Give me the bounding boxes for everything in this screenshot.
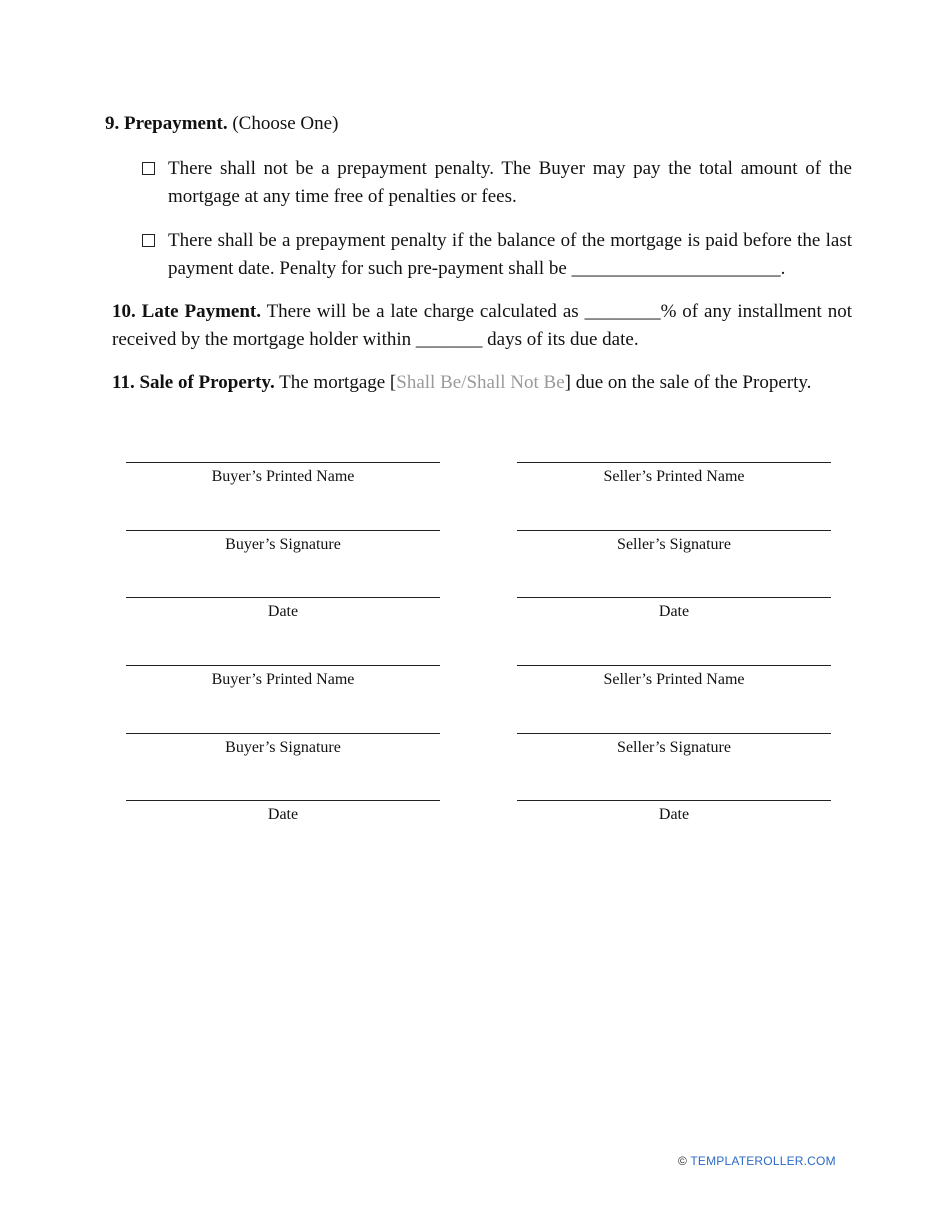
signature-line	[517, 800, 831, 801]
section-10-title: 10. Late Payment.	[112, 301, 262, 322]
buyer-printed-name-field-2[interactable]	[126, 665, 440, 690]
section-11-title: 11. Sale of Property.	[112, 372, 275, 393]
section-11-placeholder[interactable]: Shall Be/Shall Not Be	[396, 372, 565, 393]
section-10-late-payment	[112, 298, 852, 354]
signature-line	[126, 597, 440, 598]
field-label: Date	[658, 603, 690, 620]
signature-line	[126, 462, 440, 463]
seller-date-field-1[interactable]	[517, 597, 831, 622]
section-9-subtitle: (Choose One)	[232, 113, 339, 134]
field-label: Seller’s Printed Name	[603, 671, 745, 688]
templateroller-link[interactable]: TEMPLATEROLLER.COM	[690, 1154, 836, 1168]
signature-line	[517, 665, 831, 666]
signature-line	[126, 800, 440, 801]
seller-signature-field-1[interactable]	[517, 530, 831, 555]
checkbox[interactable]	[142, 234, 155, 247]
buyer-date-field-1[interactable]	[126, 597, 440, 622]
buyer-date-field-2[interactable]	[126, 800, 440, 825]
prepayment-option-penalty	[142, 227, 852, 283]
seller-printed-name-field-2[interactable]	[517, 665, 831, 690]
seller-date-field-2[interactable]	[517, 800, 831, 825]
section-9-heading	[105, 110, 865, 138]
copyright-symbol: ©	[678, 1154, 688, 1168]
signature-line	[517, 597, 831, 598]
footer-copyright	[678, 1154, 836, 1168]
field-label: Date	[267, 806, 299, 823]
field-label: Seller’s Signature	[617, 536, 731, 553]
signature-line	[126, 530, 440, 531]
field-label: Buyer’s Signature	[225, 536, 341, 553]
signature-line	[517, 733, 831, 734]
buyer-printed-name-field-1[interactable]	[126, 462, 440, 487]
signature-line	[126, 733, 440, 734]
field-label: Buyer’s Printed Name	[211, 468, 355, 485]
section-9-title: 9. Prepayment.	[105, 113, 228, 134]
section-11-sale-of-property	[112, 369, 852, 397]
field-label: Date	[267, 603, 299, 620]
seller-printed-name-field-1[interactable]	[517, 462, 831, 487]
option-text: There shall be a prepayment penalty if the balance of the mortgage is paid before the last payment date. Penalty for such pre-payment shall be ______________________.	[168, 230, 852, 279]
prepayment-option-no-penalty	[142, 155, 852, 211]
signature-line	[517, 462, 831, 463]
section-11-after: ] due on the sale of the Property.	[564, 372, 812, 393]
signature-line	[517, 530, 831, 531]
option-text: There shall not be a prepayment penalty. The Buyer may pay the total amount of the mortgage at any time free of penalties or fees.	[168, 158, 852, 207]
buyer-signature-field-1[interactable]	[126, 530, 440, 555]
field-label: Date	[658, 806, 690, 823]
section-10-body: There will be a late charge calculated as ________% of any installment not received by the mortgage holder within _______ days of its due date.	[112, 301, 852, 350]
section-11-before: The mortgage [	[279, 372, 397, 393]
field-label: Buyer’s Signature	[225, 739, 341, 756]
buyer-signature-field-2[interactable]	[126, 733, 440, 758]
seller-signature-field-2[interactable]	[517, 733, 831, 758]
field-label: Buyer’s Printed Name	[211, 671, 355, 688]
field-label: Seller’s Signature	[617, 739, 731, 756]
checkbox[interactable]	[142, 162, 155, 175]
field-label: Seller’s Printed Name	[603, 468, 745, 485]
signature-line	[126, 665, 440, 666]
